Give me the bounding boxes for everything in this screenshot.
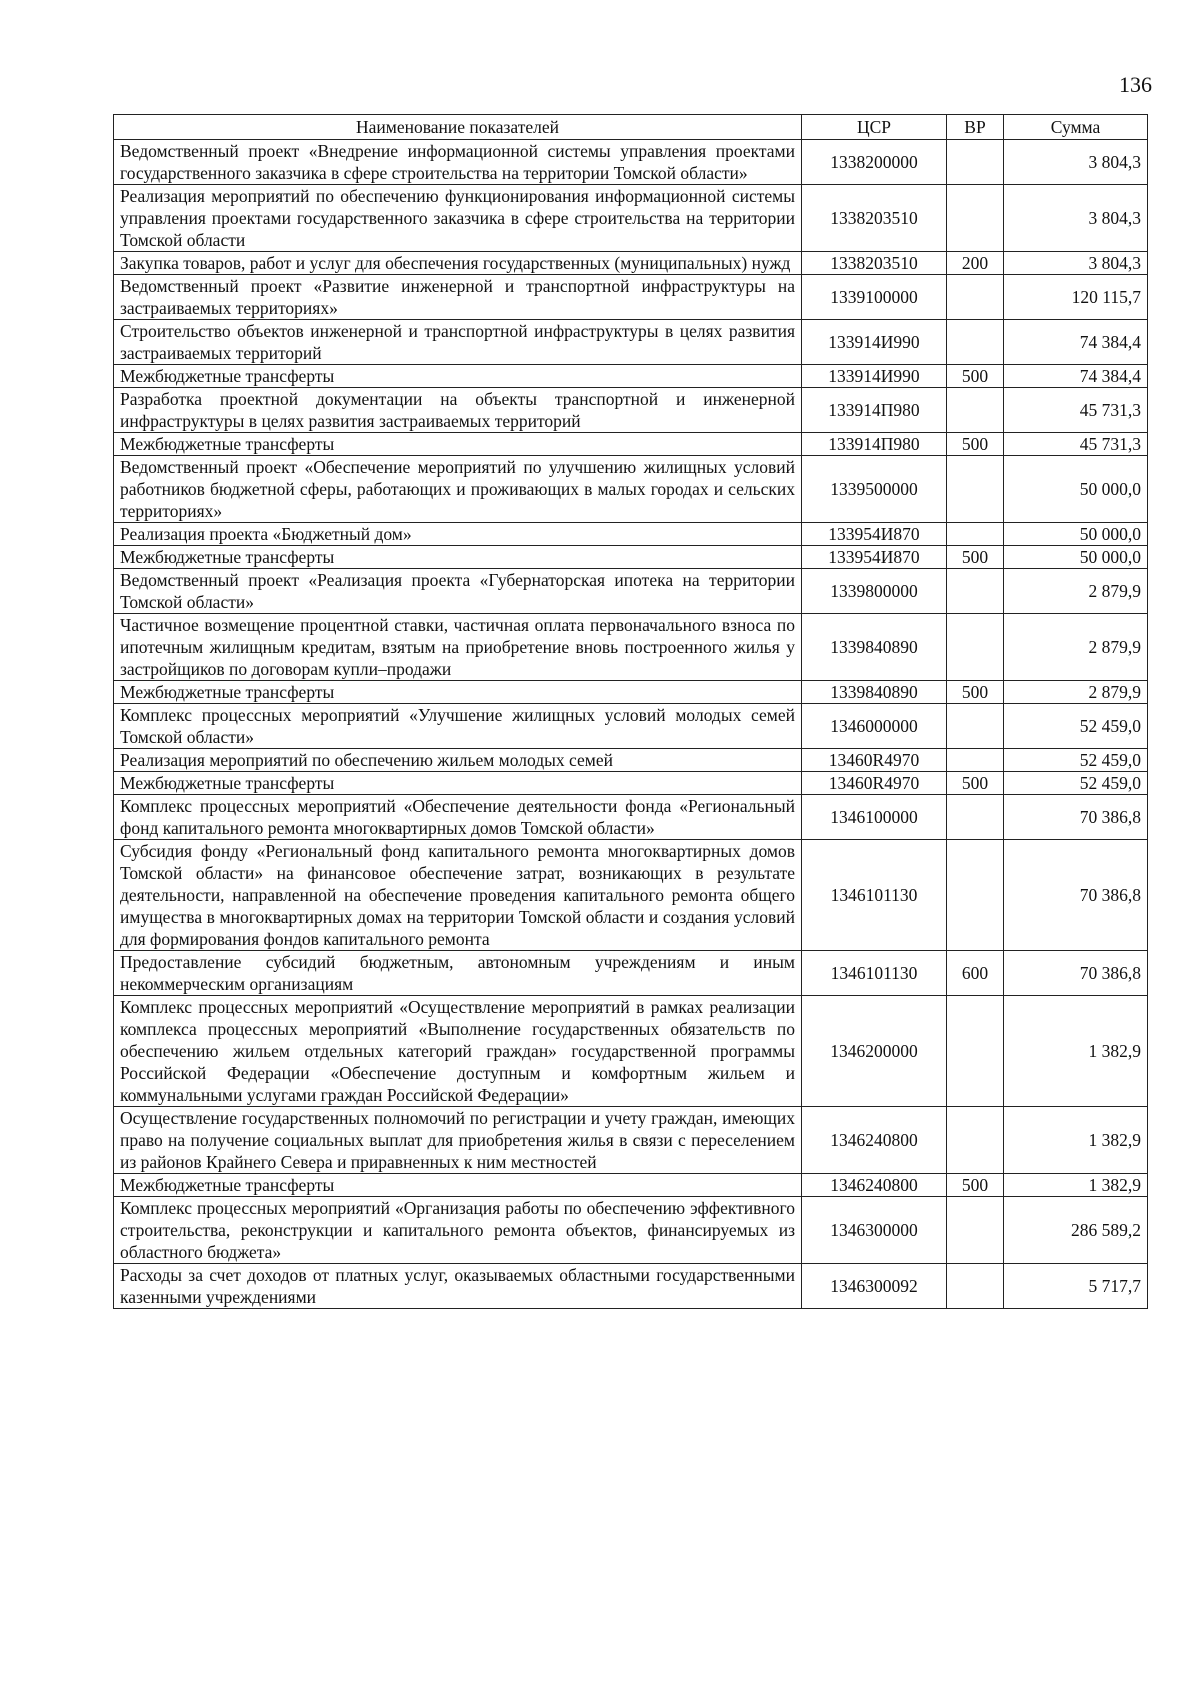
row-vr-cell <box>947 523 1004 546</box>
row-csr-cell: 1339840890 <box>802 681 947 704</box>
table-row <box>114 1174 1148 1197</box>
row-csr-cell: 13460R4970 <box>802 749 947 772</box>
row-vr-cell <box>947 275 1004 320</box>
row-name-cell: Реализация проекта «Бюджетный дом» <box>114 523 802 546</box>
row-vr-cell: 500 <box>947 433 1004 456</box>
row-vr-cell: 500 <box>947 546 1004 569</box>
row-name-cell: Межбюджетные трансферты <box>114 681 802 704</box>
row-name-cell: Разработка проектной документации на объекты транспортной и инженерной инфраструктуры в целях развития застраиваемых территорий <box>114 388 802 433</box>
row-csr-cell: 133914П980 <box>802 388 947 433</box>
row-csr-cell: 1339840890 <box>802 614 947 681</box>
row-name-cell: Реализация мероприятий по обеспечению жильем молодых семей <box>114 749 802 772</box>
table-row <box>114 704 1148 749</box>
table-row <box>114 275 1148 320</box>
row-vr-cell <box>947 388 1004 433</box>
row-csr-cell: 1346101130 <box>802 840 947 951</box>
row-sum-cell: 50 000,0 <box>1004 546 1148 569</box>
row-name-cell: Ведомственный проект «Реализация проекта «Губернаторская ипотека на территории Томской области» <box>114 569 802 614</box>
row-csr-cell: 1346101130 <box>802 951 947 996</box>
row-sum-cell: 70 386,8 <box>1004 951 1148 996</box>
row-name-cell: Комплекс процессных мероприятий «Осуществление мероприятий в рамках реализации комплекса процессных мероприятий «Выполнение государственных обязательств по обеспечению жильем отдельных категорий граждан» государственной программы Российской Федерации «Обеспечение доступным и комфортным жильем и коммунальными услугами граждан Российской Федерации» <box>114 996 802 1107</box>
row-csr-cell: 1346000000 <box>802 704 947 749</box>
row-vr-cell <box>947 1107 1004 1174</box>
row-name-cell: Межбюджетные трансферты <box>114 1174 802 1197</box>
header-csr: ЦСР <box>802 115 947 140</box>
row-sum-cell: 74 384,4 <box>1004 320 1148 365</box>
row-csr-cell: 1339500000 <box>802 456 947 523</box>
row-sum-cell: 45 731,3 <box>1004 388 1148 433</box>
row-sum-cell: 2 879,9 <box>1004 681 1148 704</box>
table-row <box>114 681 1148 704</box>
row-sum-cell: 3 804,3 <box>1004 252 1148 275</box>
table-row <box>114 614 1148 681</box>
table-row <box>114 795 1148 840</box>
row-name-cell: Закупка товаров, работ и услуг для обеспечения государственных (муниципальных) нужд <box>114 252 802 275</box>
budget-table <box>113 114 1148 1309</box>
row-sum-cell: 3 804,3 <box>1004 140 1148 185</box>
row-csr-cell: 133914И990 <box>802 365 947 388</box>
row-csr-cell: 1346200000 <box>802 996 947 1107</box>
table-row <box>114 1264 1148 1309</box>
row-name-cell: Комплекс процессных мероприятий «Обеспечение деятельности фонда «Региональный фонд капитального ремонта многоквартирных домов Томской области» <box>114 795 802 840</box>
row-vr-cell: 500 <box>947 1174 1004 1197</box>
row-vr-cell <box>947 140 1004 185</box>
row-csr-cell: 1346300000 <box>802 1197 947 1264</box>
row-sum-cell: 52 459,0 <box>1004 704 1148 749</box>
row-vr-cell <box>947 614 1004 681</box>
row-sum-cell: 2 879,9 <box>1004 569 1148 614</box>
row-name-cell: Межбюджетные трансферты <box>114 546 802 569</box>
row-csr-cell: 1338203510 <box>802 185 947 252</box>
page-number: 136 <box>1119 72 1152 97</box>
row-name-cell: Межбюджетные трансферты <box>114 772 802 795</box>
row-csr-cell: 133954И870 <box>802 523 947 546</box>
row-sum-cell: 1 382,9 <box>1004 1107 1148 1174</box>
row-vr-cell <box>947 996 1004 1107</box>
table-row <box>114 185 1148 252</box>
row-name-cell: Ведомственный проект «Развитие инженерной и транспортной инфраструктуры на застраиваемых территориях» <box>114 275 802 320</box>
header-vr: ВР <box>947 115 1004 140</box>
table-row <box>114 140 1148 185</box>
table-row <box>114 388 1148 433</box>
row-csr-cell: 133914П980 <box>802 433 947 456</box>
row-csr-cell: 1339800000 <box>802 569 947 614</box>
row-name-cell: Строительство объектов инженерной и транспортной инфраструктуры в целях развития застраиваемых территорий <box>114 320 802 365</box>
row-sum-cell: 50 000,0 <box>1004 456 1148 523</box>
row-name-cell: Межбюджетные трансферты <box>114 365 802 388</box>
table-row <box>114 433 1148 456</box>
row-sum-cell: 50 000,0 <box>1004 523 1148 546</box>
row-name-cell: Расходы за счет доходов от платных услуг, оказываемых областными государственными казенными учреждениями <box>114 1264 802 1309</box>
row-csr-cell: 1338203510 <box>802 252 947 275</box>
table-row <box>114 772 1148 795</box>
table-row <box>114 252 1148 275</box>
table-row <box>114 456 1148 523</box>
table-row <box>114 320 1148 365</box>
row-name-cell: Предоставление субсидий бюджетным, автономным учреждениям и иным некоммерческим организациям <box>114 951 802 996</box>
row-vr-cell: 600 <box>947 951 1004 996</box>
row-name-cell: Реализация мероприятий по обеспечению функционирования информационной системы управления проектами государственного заказчика в сфере строительства на территории Томской области <box>114 185 802 252</box>
table-row <box>114 569 1148 614</box>
table-row <box>114 365 1148 388</box>
row-sum-cell: 52 459,0 <box>1004 749 1148 772</box>
table-body <box>114 140 1148 1309</box>
row-name-cell: Частичное возмещение процентной ставки, частичная оплата первоначального взноса по ипотечным жилищным кредитам, взятым на приобретение вновь построенного жилья у застройщиков по договорам купли–продажи <box>114 614 802 681</box>
row-vr-cell <box>947 704 1004 749</box>
row-sum-cell: 5 717,7 <box>1004 1264 1148 1309</box>
table-row <box>114 523 1148 546</box>
row-vr-cell <box>947 569 1004 614</box>
row-vr-cell: 500 <box>947 772 1004 795</box>
row-csr-cell: 1339100000 <box>802 275 947 320</box>
table-row <box>114 951 1148 996</box>
row-vr-cell <box>947 456 1004 523</box>
row-csr-cell: 1338200000 <box>802 140 947 185</box>
row-vr-cell: 500 <box>947 365 1004 388</box>
table-row <box>114 546 1148 569</box>
table-row <box>114 1107 1148 1174</box>
row-name-cell: Субсидия фонду «Региональный фонд капитального ремонта многоквартирных домов Томской области» на финансовое обеспечение затрат, возникающих в результате деятельности, направленной на обеспечение проведения капитального ремонта общего имущества в многоквартирных домах на территории Томской области и создания условий для формирования фондов капитального ремонта <box>114 840 802 951</box>
row-name-cell: Комплекс процессных мероприятий «Улучшение жилищных условий молодых семей Томской области» <box>114 704 802 749</box>
row-vr-cell <box>947 749 1004 772</box>
row-name-cell: Ведомственный проект «Внедрение информационной системы управления проектами государственного заказчика в сфере строительства на территории Томской области» <box>114 140 802 185</box>
row-name-cell: Ведомственный проект «Обеспечение мероприятий по улучшению жилищных условий работников бюджетной сферы, работающих и проживающих в малых городах и сельских территориях» <box>114 456 802 523</box>
row-vr-cell <box>947 840 1004 951</box>
row-csr-cell: 1346240800 <box>802 1107 947 1174</box>
row-sum-cell: 2 879,9 <box>1004 614 1148 681</box>
row-vr-cell <box>947 795 1004 840</box>
row-vr-cell <box>947 1197 1004 1264</box>
row-sum-cell: 70 386,8 <box>1004 840 1148 951</box>
table-header-row <box>114 115 1148 140</box>
row-csr-cell: 133914И990 <box>802 320 947 365</box>
row-name-cell: Межбюджетные трансферты <box>114 433 802 456</box>
row-vr-cell <box>947 320 1004 365</box>
row-sum-cell: 52 459,0 <box>1004 772 1148 795</box>
row-sum-cell: 70 386,8 <box>1004 795 1148 840</box>
row-sum-cell: 1 382,9 <box>1004 1174 1148 1197</box>
row-csr-cell: 13460R4970 <box>802 772 947 795</box>
header-sum: Сумма <box>1004 115 1148 140</box>
row-vr-cell: 500 <box>947 681 1004 704</box>
row-vr-cell <box>947 185 1004 252</box>
row-sum-cell: 120 115,7 <box>1004 275 1148 320</box>
header-name: Наименование показателей <box>114 115 802 140</box>
row-sum-cell: 1 382,9 <box>1004 996 1148 1107</box>
table-row <box>114 749 1148 772</box>
row-csr-cell: 133954И870 <box>802 546 947 569</box>
table-row <box>114 996 1148 1107</box>
row-csr-cell: 1346100000 <box>802 795 947 840</box>
table-row <box>114 840 1148 951</box>
row-vr-cell <box>947 1264 1004 1309</box>
row-csr-cell: 1346300092 <box>802 1264 947 1309</box>
row-vr-cell: 200 <box>947 252 1004 275</box>
row-name-cell: Осуществление государственных полномочий по регистрации и учету граждан, имеющих право на получение социальных выплат для приобретения жилья в связи с переселением из районов Крайнего Севера и приравненных к ним местностей <box>114 1107 802 1174</box>
row-name-cell: Комплекс процессных мероприятий «Организация работы по обеспечению эффективного строительства, реконструкции и капитального ремонта объектов, финансируемых из областного бюджета» <box>114 1197 802 1264</box>
row-sum-cell: 286 589,2 <box>1004 1197 1148 1264</box>
row-csr-cell: 1346240800 <box>802 1174 947 1197</box>
row-sum-cell: 45 731,3 <box>1004 433 1148 456</box>
table-row <box>114 1197 1148 1264</box>
row-sum-cell: 3 804,3 <box>1004 185 1148 252</box>
row-sum-cell: 74 384,4 <box>1004 365 1148 388</box>
